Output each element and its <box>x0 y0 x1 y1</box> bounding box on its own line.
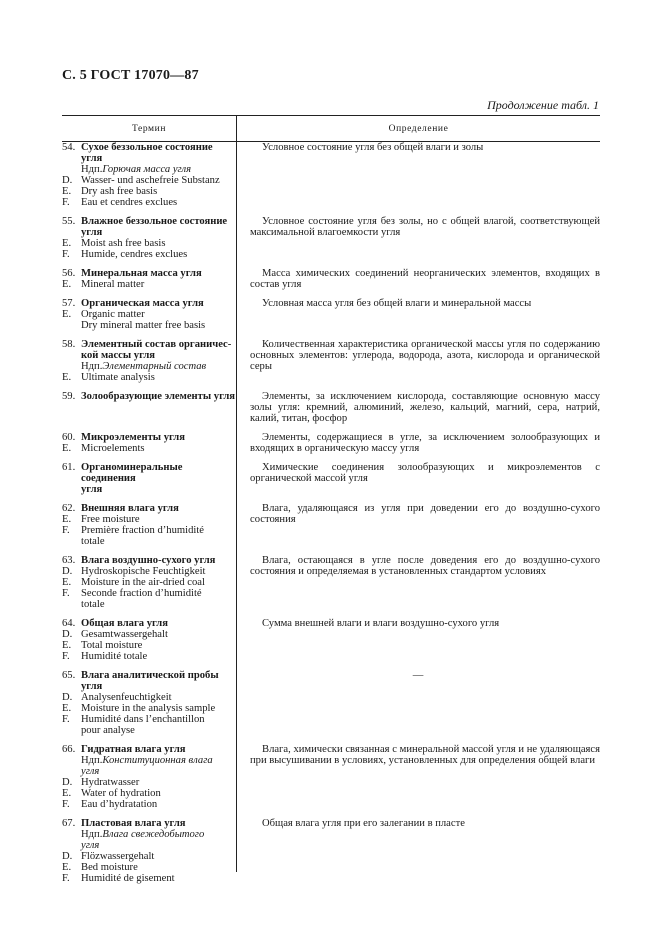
term-cell <box>62 391 236 424</box>
deprecated-term-continued: угля <box>81 840 100 851</box>
language-code: E. <box>62 577 72 588</box>
language-code: F. <box>62 588 70 599</box>
term-number: 60. <box>62 432 76 443</box>
term-name: Органическая масса угля <box>81 298 204 309</box>
language-code: D. <box>62 692 73 703</box>
term-cell <box>62 818 236 884</box>
deprecated-term-continued: угля <box>81 766 100 777</box>
definition-cell <box>236 818 600 884</box>
term-cell <box>62 503 236 547</box>
term-number: 61. <box>62 462 76 473</box>
definition-text: Влага, химически связанная с минеральной массой угля и не удаляющаяся при высушивании в условиях, установленных для определения общей влаги <box>250 744 600 766</box>
table-row <box>62 142 600 208</box>
language-code: E. <box>62 788 72 799</box>
foreign-equivalent: Organic matter <box>81 309 145 320</box>
term-number: 57. <box>62 298 76 309</box>
definition-text: Масса химических соединений неорганических элементов, входящих в состав угля <box>250 268 600 290</box>
language-code: E. <box>62 186 72 197</box>
definition-text: Влага, удаляющаяся из угля при доведении его до воздушно-сухого состояния <box>250 503 600 525</box>
table-header <box>62 115 600 142</box>
foreign-equivalent: Dry ash free basis <box>81 186 158 197</box>
definition-text: Общая влага угля при его залегании в пласте <box>262 818 465 829</box>
definition-text: — <box>412 670 424 681</box>
language-code: D. <box>62 851 73 862</box>
definition-cell <box>236 618 600 662</box>
column-divider <box>236 142 237 872</box>
language-code <box>62 320 81 331</box>
term-name: Золообразующие элементы угля <box>81 391 236 402</box>
table-row <box>62 432 600 454</box>
language-code: E. <box>62 238 72 249</box>
term-name: Внешняя влага угля <box>81 503 179 514</box>
term-cell <box>62 142 236 208</box>
foreign-equivalent: Gesamtwassergehalt <box>81 629 168 640</box>
table-row <box>62 298 600 331</box>
definition-text: Количественная характеристика органической массы угля по содержанию основных элементов: углерода, водорода, азота, кислорода и органической серы <box>250 339 600 372</box>
language-code: E. <box>62 443 72 454</box>
table-row <box>62 268 600 290</box>
term-number: 67. <box>62 818 76 829</box>
language-code: D. <box>62 175 73 186</box>
language-code: F. <box>62 799 70 810</box>
foreign-equivalent: Moisture in the air-dried coal <box>81 577 205 588</box>
language-code: D. <box>62 629 73 640</box>
foreign-equivalent: Moist ash free basis <box>81 238 166 249</box>
definition-cell <box>236 503 600 547</box>
foreign-equivalent: Ultimate analysis <box>81 372 155 383</box>
term-name: Элементный состав органичес- <box>81 339 232 350</box>
language-code: E. <box>62 514 72 525</box>
foreign-equivalent: Seconde fraction d’humidité <box>81 588 202 599</box>
foreign-equivalent: Moisture in the analysis sample <box>81 703 216 714</box>
foreign-equivalent: Total moisture <box>81 640 143 651</box>
language-code: F. <box>62 873 70 884</box>
terms-table <box>62 115 600 892</box>
term-cell <box>62 462 236 495</box>
term-name: Общая влага угля <box>81 618 168 629</box>
foreign-equivalent: Hydroskopische Feuchtigkeit <box>81 566 206 577</box>
term-cell <box>62 268 236 290</box>
table-row <box>62 339 600 383</box>
definition-text: Условное состояние угля без общей влаги и золы <box>262 142 484 153</box>
definition-cell <box>236 142 600 208</box>
definition-cell <box>236 268 600 290</box>
definition-cell <box>236 744 600 810</box>
foreign-equivalent: Microelements <box>81 443 145 454</box>
term-number: 66. <box>62 744 76 755</box>
term-number: 64. <box>62 618 76 629</box>
definition-cell <box>236 298 600 331</box>
foreign-equivalent: Dry mineral matter free basis <box>81 320 206 331</box>
term-number: 62. <box>62 503 76 514</box>
term-name: кой массы угля <box>81 350 156 361</box>
foreign-equivalent: Eau et cendres exclues <box>81 197 178 208</box>
term-cell <box>62 555 236 610</box>
definition-text: Химические соединения золообразующих и микроэлементов с органической массой угля <box>250 462 600 484</box>
definition-cell <box>236 670 600 736</box>
language-code: E. <box>62 279 72 290</box>
term-name: Пластовая влага угля <box>81 818 186 829</box>
term-name: Влага воздушно-сухого угля <box>81 555 216 566</box>
definition-cell <box>236 339 600 383</box>
foreign-equivalent: Water of hydration <box>81 788 161 799</box>
column-header-definition: Определение <box>388 123 449 134</box>
definition-text: Условная масса угля без общей влаги и минеральной массы <box>262 298 532 309</box>
table-continuation-label: Продолжение табл. 1 <box>487 98 599 112</box>
term-cell <box>62 744 236 810</box>
language-code: F. <box>62 197 70 208</box>
language-code: F. <box>62 714 70 725</box>
table-row <box>62 744 600 810</box>
term-number: 54. <box>62 142 76 153</box>
ndp-label: Ндп. <box>81 829 103 840</box>
definition-text: Условное состояние угля без золы, но с общей влагой, соответствующей максимальной влагоемкости угля <box>250 216 600 238</box>
foreign-equivalent: Mineral matter <box>81 279 145 290</box>
foreign-equivalent: Première fraction d’humidité <box>81 525 204 536</box>
term-name: угля <box>81 484 103 495</box>
table-row <box>62 618 600 662</box>
term-name: Органоминеральные соединения <box>81 462 183 484</box>
term-cell <box>62 670 236 736</box>
definition-cell <box>236 391 600 424</box>
foreign-equivalent: Humidité de gisement <box>81 873 175 884</box>
term-name: Минеральная масса угля <box>81 268 202 279</box>
foreign-equivalent: Analysenfeuchtigkeit <box>81 692 172 703</box>
page-title: С. 5 ГОСТ 17070—87 <box>62 68 199 83</box>
term-name: угля <box>81 681 103 692</box>
table-row <box>62 670 600 736</box>
term-name: угля <box>81 227 103 238</box>
table-body <box>62 142 600 884</box>
definition-cell <box>236 462 600 495</box>
column-header-term: Термин <box>62 116 237 141</box>
deprecated-term: Элементарный состав <box>102 361 207 372</box>
foreign-equivalent: totale <box>81 599 105 610</box>
term-name: Влага аналитической пробы <box>81 670 219 681</box>
table-row <box>62 555 600 610</box>
foreign-equivalent: pour analyse <box>81 725 135 736</box>
term-cell <box>62 339 236 383</box>
language-code: E. <box>62 309 72 320</box>
term-number: 55. <box>62 216 76 227</box>
language-code: D. <box>62 566 73 577</box>
language-code <box>62 725 81 736</box>
foreign-equivalent: Bed moisture <box>81 862 138 873</box>
ndp-label: Ндп. <box>81 755 103 766</box>
table-row <box>62 818 600 884</box>
language-code: F. <box>62 249 70 260</box>
ndp-label: Ндп. <box>81 164 103 175</box>
foreign-equivalent: Humidité dans l’enchantillon <box>81 714 205 725</box>
term-name: Гидратная влага угля <box>81 744 186 755</box>
language-code <box>62 536 81 547</box>
definition-cell <box>236 555 600 610</box>
foreign-equivalent: Wasser- und aschefreie Substanz <box>81 175 220 186</box>
term-number: 65. <box>62 670 76 681</box>
definition-cell <box>236 432 600 454</box>
foreign-equivalent: Flözwassergehalt <box>81 851 155 862</box>
term-cell <box>62 618 236 662</box>
term-cell <box>62 298 236 331</box>
term-number: 63. <box>62 555 76 566</box>
definition-text: Элементы, за исключением кислорода, составляющие основную массу золы угля: кремний, алюминий, железо, кальций, магний, сера, натрий, калий, титан, фосфор <box>250 391 600 424</box>
foreign-equivalent: Free moisture <box>81 514 140 525</box>
definition-text: Влага, остающаяся в угле после доведения его до воздушно-сухого состояния и определяемая в установленных стандартом условиях <box>250 555 600 577</box>
term-name: угля <box>81 153 103 164</box>
term-number: 56. <box>62 268 76 279</box>
definition-cell <box>236 216 600 260</box>
language-code: E. <box>62 703 72 714</box>
foreign-equivalent: Humidité totale <box>81 651 148 662</box>
term-name: Сухое беззольное состояние <box>81 142 213 153</box>
language-code: E. <box>62 640 72 651</box>
language-code: D. <box>62 777 73 788</box>
language-code <box>62 599 81 610</box>
term-cell <box>62 216 236 260</box>
language-code: E. <box>62 372 72 383</box>
ndp-label: Ндп. <box>81 361 103 372</box>
deprecated-term: Горючая масса угля <box>102 164 192 175</box>
foreign-equivalent: totale <box>81 536 105 547</box>
table-row <box>62 391 600 424</box>
term-number: 59. <box>62 391 76 402</box>
table-row <box>62 216 600 260</box>
term-number: 58. <box>62 339 76 350</box>
language-code: F. <box>62 651 70 662</box>
deprecated-term: Влага свежедобытого <box>102 829 205 840</box>
foreign-equivalent: Hydratwasser <box>81 777 140 788</box>
table-row <box>62 462 600 495</box>
deprecated-term: Конституционная влага <box>102 755 213 766</box>
foreign-equivalent: Eau d’hydratation <box>81 799 158 810</box>
definition-text: Сумма внешней влаги и влаги воздушно-сухого угля <box>262 618 500 629</box>
language-code: F. <box>62 525 70 536</box>
term-cell <box>62 432 236 454</box>
language-code: E. <box>62 862 72 873</box>
table-row <box>62 503 600 547</box>
term-name: Влажное беззольное состояние <box>81 216 228 227</box>
term-name: Микроэлементы угля <box>81 432 185 443</box>
foreign-equivalent: Humide, cendres exclues <box>81 249 188 260</box>
definition-text: Элементы, содержащиеся в угле, за исключением золообразующих и входящих в органическую массу угля <box>250 432 600 454</box>
